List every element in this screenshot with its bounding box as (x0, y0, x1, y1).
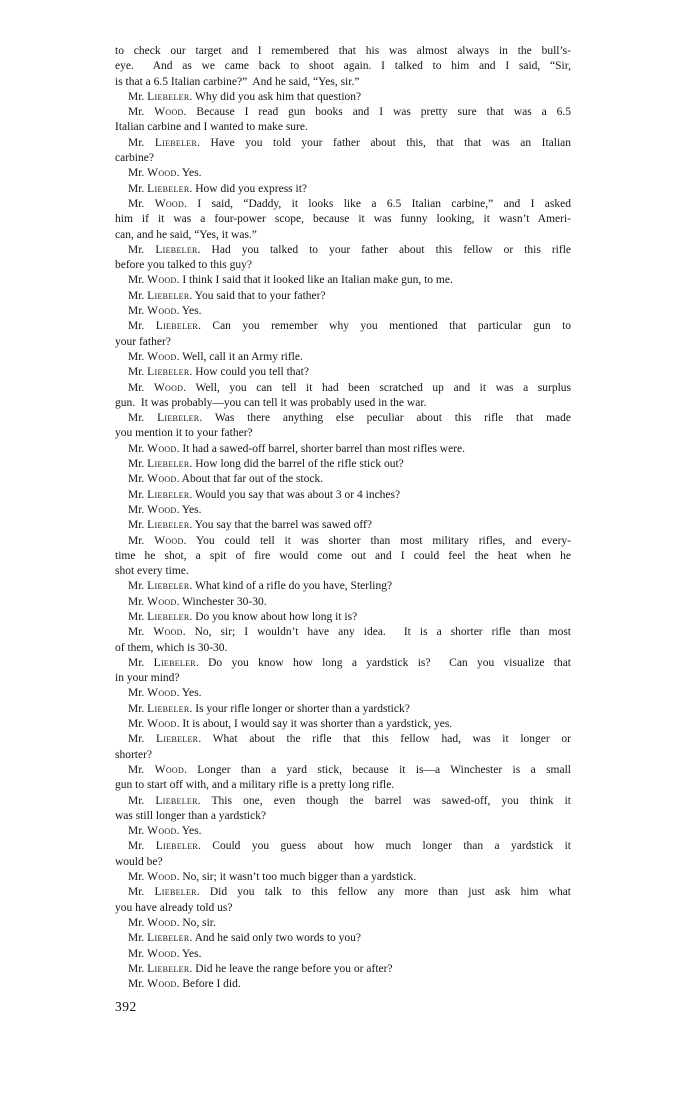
text-segment: shorter? (115, 748, 153, 761)
text-line (115, 44, 571, 59)
text-line (115, 120, 571, 135)
text-line (115, 518, 571, 533)
text-line (115, 105, 571, 120)
text-segment: . Because I read gun books and I was pretty sure that was a 6.5 (183, 106, 572, 119)
text-line (115, 778, 571, 793)
text-segment: Mr. (128, 274, 148, 287)
speaker-name: Wood (147, 687, 177, 700)
text-segment: your father? (115, 335, 171, 348)
text-segment: time he shot, a spit of fire would come out and I could feel the heat when he (115, 549, 571, 562)
text-segment: . Could you guess about how much longer than a yardstick it (198, 840, 571, 853)
speaker-name: Liebeler (147, 702, 190, 715)
text-line (115, 947, 571, 962)
speaker-name: Liebeler (147, 962, 190, 975)
text-line (115, 289, 571, 304)
text-segment: in your mind? (115, 672, 180, 685)
text-line (115, 182, 571, 197)
text-line (115, 717, 571, 732)
text-line (115, 686, 571, 701)
text-segment: Italian carbine and I wanted to make sure. (115, 121, 308, 134)
text-line (115, 962, 571, 977)
text-segment: Mr. (128, 840, 156, 853)
text-segment: . Was there anything else peculiar about this rifle that made (199, 412, 571, 425)
speaker-name: Wood (147, 825, 177, 838)
text-line (115, 426, 571, 441)
text-line (115, 564, 571, 579)
text-segment: gun. It was probably—you can tell it was probably used in the war. (115, 396, 427, 409)
speaker-name: Liebeler (153, 656, 196, 669)
text-segment: Mr. (128, 182, 148, 195)
text-segment: . Longer than a yard stick, because it is—a Winchester is a small (184, 763, 571, 776)
text-line (115, 931, 571, 946)
text-line (115, 763, 571, 778)
text-segment: Mr. (128, 626, 154, 639)
page-number: 392 (115, 999, 137, 1014)
text-segment: Mr. (128, 916, 148, 929)
text-segment: . Yes. (176, 167, 202, 180)
text-segment: Mr. (128, 350, 148, 363)
speaker-name: Liebeler (155, 243, 198, 256)
text-line (115, 901, 571, 916)
speaker-name: Liebeler (155, 320, 199, 333)
speaker-name: Liebeler (147, 519, 190, 532)
text-segment: Mr. (128, 947, 148, 960)
text-segment: Mr. (128, 610, 148, 623)
text-segment: Mr. (128, 962, 148, 975)
text-segment: to check our target and I remembered that his was almost always in the bull’s- (115, 45, 571, 57)
text-line (115, 641, 571, 656)
text-segment: Mr. (128, 366, 148, 379)
speaker-name: Wood (147, 978, 177, 991)
text-line (115, 839, 571, 854)
text-segment: . You say that the barrel was sawed off? (189, 519, 372, 532)
text-segment: before you talked to this guy? (115, 259, 253, 272)
text-segment: . How did you express it? (189, 182, 308, 195)
text-segment: . How could you tell that? (189, 366, 309, 379)
text-line (115, 335, 571, 350)
speaker-name: Wood (147, 473, 177, 486)
speaker-name: Wood (147, 442, 177, 455)
text-line (115, 977, 571, 992)
text-segment: Mr. (128, 656, 154, 669)
speaker-name: Liebeler (147, 488, 190, 501)
text-line (115, 748, 571, 763)
text-segment: . Do you know about how long it is? (189, 610, 358, 623)
text-segment: Mr. (128, 243, 156, 256)
text-segment: would be? (115, 855, 163, 868)
text-segment: gun to start off with, and a military rifle is a pretty long rifle. (115, 779, 395, 792)
text-segment: was still longer than a yardstick? (115, 809, 267, 822)
speaker-name: Liebeler (156, 733, 199, 746)
text-segment: you have already told us? (115, 901, 233, 914)
text-segment: . Did he leave the range before you or after? (189, 962, 393, 975)
text-line (115, 273, 571, 288)
speaker-name: Liebeler (147, 932, 190, 945)
text-segment: . Before I did. (176, 978, 241, 991)
text-segment: Mr. (128, 718, 148, 731)
text-segment: . Can you remember why you mentioned that particular gun to (198, 320, 572, 333)
text-line (115, 794, 571, 809)
text-segment: . How long did the barrel of the rifle stick out? (189, 458, 404, 471)
text-line (115, 59, 571, 74)
text-segment: Mr. (128, 305, 148, 318)
text-line (115, 855, 571, 870)
text-line (115, 625, 571, 640)
text-line (115, 304, 571, 319)
text-segment: . Winchester 30-30. (176, 595, 267, 608)
text-segment: Mr. (128, 534, 155, 547)
text-line (115, 258, 571, 273)
text-segment: Mr. (128, 595, 148, 608)
text-segment: Mr. (128, 197, 155, 210)
text-line (115, 549, 571, 564)
text-segment: . No, sir; I wouldn’t have any idea. It is a shorter rifle than most (182, 626, 571, 639)
text-segment: Mr. (128, 458, 148, 471)
text-line (115, 319, 571, 334)
speaker-name: Liebeler (147, 458, 190, 471)
text-segment: . Had you talked to your father about this fellow or this rifle (197, 243, 571, 256)
text-segment: . I think I said that it looked like an Italian make gun, to me. (176, 274, 453, 287)
text-line (115, 885, 571, 900)
speaker-name: Wood (147, 595, 177, 608)
speaker-name: Liebeler (147, 580, 190, 593)
text-segment: eye. And as we came back to shoot again. I talked to him and I said, “Sir, (115, 60, 571, 73)
text-segment: . Do you know how long a yardstick is? Can you visualize that (195, 656, 571, 669)
text-segment: Mr. (128, 702, 148, 715)
text-segment: you mention it to your father? (115, 427, 253, 440)
text-segment: . What about the rifle that this fellow had, was it longer or (198, 733, 571, 746)
speaker-name: Liebeler (155, 794, 198, 807)
speaker-name: Wood (153, 381, 184, 394)
text-line (115, 671, 571, 686)
text-line (115, 136, 571, 151)
speaker-name: Wood (147, 503, 177, 516)
speaker-name: Wood (147, 167, 177, 180)
text-line (115, 411, 571, 426)
text-segment: Mr. (128, 289, 148, 302)
speaker-name: Wood (147, 947, 177, 960)
text-segment: Mr. (128, 167, 148, 180)
speaker-name: Liebeler (155, 840, 199, 853)
text-segment: . No, sir; it wasn’t too much bigger than a yardstick. (176, 871, 417, 884)
text-line (115, 350, 571, 365)
text-segment: . Yes. (176, 503, 202, 516)
speaker-name: Liebeler (157, 412, 200, 425)
text-segment: . No, sir. (176, 916, 216, 929)
text-line (115, 610, 571, 625)
text-segment: . Yes. (176, 825, 202, 838)
text-line (115, 197, 571, 212)
text-segment: Mr. (128, 932, 148, 945)
speaker-name: Wood (147, 350, 177, 363)
text-line (115, 228, 571, 243)
text-segment: Mr. (128, 871, 148, 884)
text-segment: . About that far out of the stock. (176, 473, 324, 486)
speaker-name: Wood (154, 534, 184, 547)
speaker-name: Wood (154, 763, 185, 776)
speaker-name: Liebeler (147, 182, 190, 195)
speaker-name: Wood (147, 305, 177, 318)
text-line (115, 809, 571, 824)
text-segment: Mr. (128, 320, 156, 333)
text-segment: Mr. (128, 687, 148, 700)
text-line (115, 243, 571, 258)
text-segment: . Is your rifle longer or shorter than a yardstick? (189, 702, 410, 715)
text-line (115, 166, 571, 181)
text-line (115, 824, 571, 839)
speaker-name: Liebeler (147, 90, 190, 103)
speaker-name: Wood (153, 626, 183, 639)
text-segment: of them, which is 30-30. (115, 641, 228, 654)
text-segment: Mr. (128, 503, 148, 516)
text-segment: . Did you talk to this fellow any more than just ask him what (196, 886, 572, 899)
speaker-name: Liebeler (147, 366, 190, 379)
text-segment: . Yes. (176, 947, 202, 960)
text-segment: Mr. (128, 886, 155, 899)
text-segment: shot every time. (115, 565, 189, 578)
text-segment: . And he said only two words to you? (189, 932, 362, 945)
text-segment: Mr. (128, 136, 155, 149)
text-segment: Mr. (128, 106, 155, 119)
text-segment: him if it was a four-power scope, because it was funny looking, it wasn’t Ameri- (115, 213, 571, 226)
text-segment: Mr. (128, 381, 154, 394)
text-line (115, 488, 571, 503)
speaker-name: Wood (147, 916, 177, 929)
text-segment: can, and he said, “Yes, it was.” (115, 228, 257, 241)
text-line (115, 472, 571, 487)
text-line (115, 595, 571, 610)
text-segment: . I said, “Daddy, it looks like a 6.5 Italian carbine,” and I asked (184, 197, 571, 210)
speaker-name: Wood (147, 718, 177, 731)
text-line (115, 442, 571, 457)
text-segment: . Would you say that was about 3 or 4 inches? (189, 488, 401, 501)
text-segment: Mr. (128, 412, 158, 425)
text-segment: carbine? (115, 152, 154, 165)
text-segment: Mr. (128, 733, 156, 746)
text-segment: . Well, call it an Army rifle. (176, 350, 303, 363)
text-segment: is that a 6.5 Italian carbine?” And he said, “Yes, sir.” (115, 75, 360, 88)
speaker-name: Liebeler (147, 610, 190, 623)
text-line (115, 365, 571, 380)
text-segment: . Yes. (176, 305, 202, 318)
text-segment: Mr. (128, 825, 148, 838)
text-segment: . Yes. (176, 687, 202, 700)
speaker-name: Wood (147, 871, 177, 884)
text-line (115, 534, 571, 549)
text-segment: . Why did you ask him that question? (189, 90, 362, 103)
text-segment: . You could tell it was shorter than most military rifles, and every- (183, 534, 571, 547)
text-segment: Mr. (128, 488, 148, 501)
text-segment: . This one, even though the barrel was sawed-off, you think it (197, 794, 571, 807)
text-line (115, 732, 571, 747)
text-segment: . It had a sawed-off barrel, shorter barrel than most rifles were. (176, 442, 466, 455)
text-segment: . You said that to your father? (189, 289, 326, 302)
text-segment: . Well, you can tell it had been scratched up and it was a surplus (183, 381, 571, 394)
testimony-lines (115, 44, 571, 992)
text-line (115, 151, 571, 166)
text-segment: Mr. (128, 763, 155, 776)
text-line (115, 90, 571, 105)
speaker-name: Liebeler (147, 289, 190, 302)
speaker-name: Wood (154, 197, 185, 210)
text-segment: Mr. (128, 580, 148, 593)
speaker-name: Liebeler (154, 886, 197, 899)
text-line (115, 656, 571, 671)
text-segment: Mr. (128, 473, 148, 486)
text-segment: . It is about, I would say it was shorter than a yardstick, yes. (176, 718, 453, 731)
text-line (115, 702, 571, 717)
text-segment: Mr. (128, 519, 148, 532)
text-line (115, 396, 571, 411)
text-line (115, 212, 571, 227)
text-segment: Mr. (128, 794, 156, 807)
speaker-name: Wood (154, 106, 184, 119)
text-segment: . Have you told your father about this, that that was an Italian (197, 136, 572, 149)
speaker-name: Wood (147, 274, 177, 287)
text-line (115, 503, 571, 518)
text-line (115, 579, 571, 594)
text-segment: Mr. (128, 442, 148, 455)
text-line (115, 457, 571, 472)
text-line (115, 916, 571, 931)
text-segment: Mr. (128, 90, 148, 103)
text-line (115, 75, 571, 90)
text-line (115, 870, 571, 885)
text-line (115, 381, 571, 396)
text-segment: . What kind of a rifle do you have, Sterling? (189, 580, 393, 593)
speaker-name: Liebeler (154, 136, 198, 149)
text-segment: Mr. (128, 978, 148, 991)
